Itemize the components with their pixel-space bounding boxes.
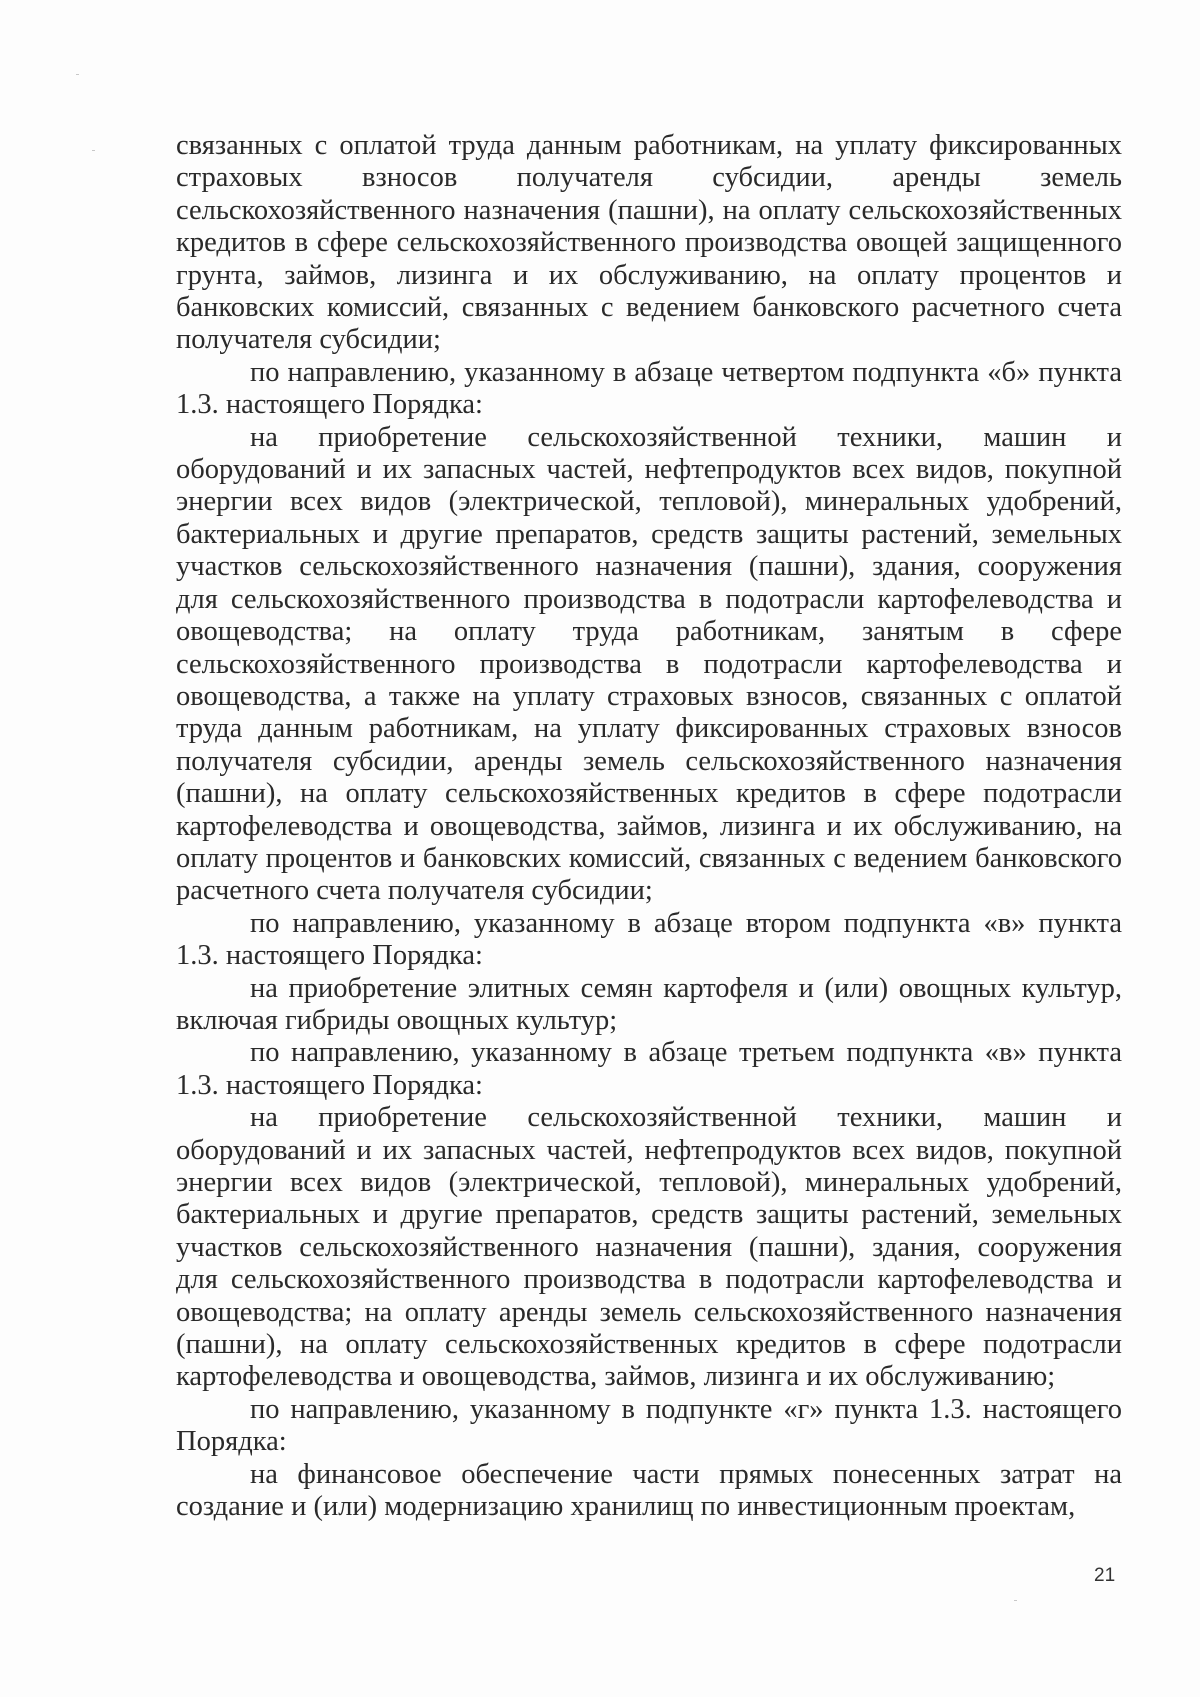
paragraph: на финансовое обеспечение части прямых понесенных затрат на создание и (или) модернизацию хранилищ по инвестиционным проектам, [176, 1458, 1122, 1523]
paragraph: на приобретение элитных семян картофеля и (или) овощных культур, включая гибриды овощных культур; [176, 972, 1122, 1036]
scan-speck [92, 150, 95, 151]
paragraph: на приобретение сельскохозяйственной техники, машин и оборудований и их запасных частей, нефтепродуктов всех видов, покупной энергии всех видов (электрической, тепловой), минеральных удобрений, бактериальных и другие препаратов, средств защиты растений, земельных участков сельскохозяйственного назначения (пашни), здания, сооружения для сельскохозяйственного производства в подотрасли картофелеводства и овощеводства; на оплату труда работникам, занятым в сфере сельскохозяйственного производства в подотрасли картофелеводства и овощеводства, а также на уплату страховых взносов, связанных с оплатой труда данным работникам, на уплату фиксированных страховых взносов получателя субсидии, аренды земель сельскохозяйственного назначения (пашни), на оплату сельскохозяйственных кредитов в сфере подотрасли картофелеводства и овощеводства, займов, лизинга и их обслуживанию, на оплату процентов и банковских комиссий, связанных с ведением банковского расчетного счета получателя субсидии; [176, 421, 1122, 907]
scan-speck [1014, 1600, 1017, 1601]
paragraph: по направлению, указанному в абзаце втором подпункта «в» пункта 1.3. настоящего Порядка: [176, 907, 1122, 972]
paragraph: по направлению, указанному в подпункте «г» пункта 1.3. настоящего Порядка: [176, 1393, 1122, 1458]
paragraph: на приобретение сельскохозяйственной техники, машин и оборудований и их запасных частей, нефтепродуктов всех видов, покупной энергии всех видов (электрической, тепловой), минеральных удобрений, бактериальных и другие препаратов, средств защиты растений, земельных участков сельскохозяйственного назначения (пашни), здания, сооружения для сельскохозяйственного производства в подотрасли картофелеводства и овощеводства; на оплату аренды земель сельскохозяйственного назначения (пашни), на оплату сельскохозяйственных кредитов в сфере подотрасли картофелеводства и овощеводства, займов, лизинга и их обслуживанию; [176, 1102, 1122, 1393]
document-body [176, 130, 1122, 1523]
paragraph-continuation: связанных с оплатой труда данным работникам, на уплату фиксированных страховых взносов получателя субсидии, аренды земель сельскохозяйственного назначения (пашни), на оплату сельскохозяйственных кредитов в сфере сельскохозяйственного производства овощей защищенного грунта, займов, лизинга и их обслуживанию, на оплату процентов и банковских комиссий, связанных с ведением банковского расчетного счета получателя субсидии; [176, 130, 1122, 356]
page-number: 21 [1094, 1565, 1116, 1586]
paragraph: по направлению, указанному в абзаце третьем подпункта «в» пункта 1.3. настоящего Порядка: [176, 1037, 1122, 1101]
paragraph: по направлению, указанному в абзаце четвертом подпункта «б» пункта 1.3. настоящего Порядка: [176, 356, 1122, 421]
scan-speck [76, 74, 79, 75]
